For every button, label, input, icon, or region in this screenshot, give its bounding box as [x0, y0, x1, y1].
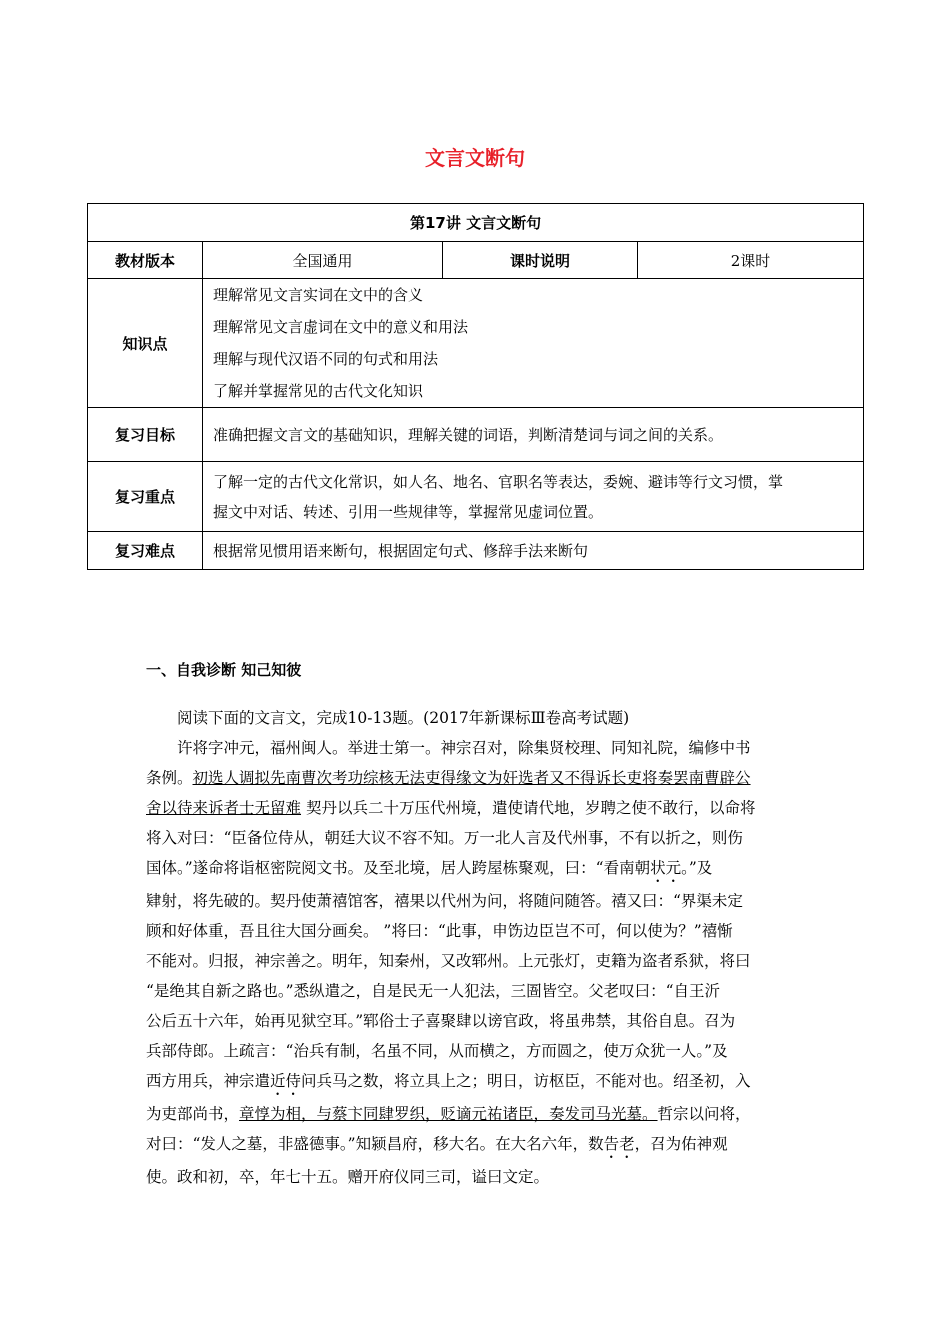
table-header: 第17讲 文言文断句 [88, 204, 864, 242]
punctuation-question: 舍以待来诉者士无留难 [146, 799, 302, 817]
goal-text: 准确把握文言文的基础知识，理解关键的词语，判断清楚词与词之间的关系。 [203, 408, 864, 462]
article-line: 对曰：“发人之墓，非盛德事。”知颍昌府，移大名。在大名六年，数告老，召为佑神观 [146, 1135, 728, 1153]
article-line: 国体。”遂命将诣枢密院阅文书。及至北境，居人跨屋栋聚观，曰：“看南朝状元。”及 [146, 859, 713, 877]
translation-question: 章惇为相，与蔡卞同肆罗织，贬谪元祐诸臣，奏发司马光墓。 [239, 1105, 658, 1123]
marked-word: 近侍 [270, 1072, 302, 1090]
article-line: 条例。初选人调拟先南曹次考功综核无法吏得缘文为奸选者又不得诉长吏将奏罢南曹辟公 [146, 769, 751, 787]
marked-word: 告老 [603, 1135, 635, 1153]
knowledge-item: 理解与现代汉语不同的句式和用法 [213, 350, 439, 368]
article-line: 顾和好体重，吾且往大国分画矣。 ”将曰：“此事，申饬边臣岂不可，何以使为？”禧惭 [146, 922, 733, 940]
article-line: 不能对。归报，神宗善之。明年，知秦州，又改郓州。上元张灯，吏籍为盗者系狱，将曰 [146, 952, 751, 970]
article-line: 将入对曰：“臣备位侍从，朝廷大议不容不知。万一北人言及代州事，不有以折之，则伤 [146, 829, 743, 847]
knowledge-item: 了解并掌握常见的古代文化知识 [213, 382, 424, 400]
focus-line: 了解一定的古代文化常识，如人名、地名、官职名等表达，委婉、避讳等行文习惯，掌 [213, 472, 784, 491]
goal-label: 复习目标 [88, 408, 203, 462]
lesson-info-table [87, 203, 864, 570]
article-line: 西方用兵，神宗遣近侍问兵马之数，将立具上之；明日，访枢臣，不能对也。绍圣初，入 [146, 1072, 751, 1090]
article [146, 703, 806, 1192]
knowledge-cell [203, 279, 864, 408]
knowledge-item: 理解常见文言实词在文中的含义 [213, 286, 424, 304]
article-line: 肄射，将先破的。契丹使萧禧馆客，禧果以代州为问，将随问随答。禧又曰：“界渠未定 [146, 892, 743, 910]
knowledge-item: 理解常见文言虚词在文中的意义和用法 [213, 318, 469, 336]
article-line: 许将字冲元，福州闽人。举进士第一。神宗召对，除集贤校理、同知礼院，编修中书 [177, 739, 751, 757]
hours-label: 课时说明 [443, 242, 638, 279]
edition-value: 全国通用 [203, 242, 443, 279]
focus-line: 握文中对话、转述、引用一些规律等，掌握常见虚词位置。 [213, 502, 604, 521]
article-line: 兵部侍郎。上疏言：“治兵有制，名虽不同，从而横之，方而圆之，使万众犹一人。”及 [146, 1042, 728, 1060]
article-line: 为吏部尚书，章惇为相，与蔡卞同肆罗织，贬谪元祐诸臣，奏发司马光墓。哲宗以问将， [146, 1105, 751, 1123]
article-line: 舍以待来诉者士无留难 契丹以兵二十万压代州境，遣使请代地，岁聘之使不敢行，以命将 [146, 799, 756, 817]
article-line: 公后五十六年，始再见狱空耳。”郓俗士子喜聚肆以谤官政，将虽弗禁，其俗自息。召为 [146, 1012, 736, 1030]
marked-word: 状元 [650, 859, 682, 877]
focus-label: 复习重点 [88, 462, 203, 532]
article-line: “是绝其自新之路也。”悉纵遣之，自是民无一人犯法，三圄皆空。父老叹曰：“自王沂 [146, 982, 721, 1000]
knowledge-label: 知识点 [88, 279, 203, 408]
article-intro: 阅读下面的文言文，完成10-13题。(2017年新课标Ⅲ卷高考试题) [177, 709, 630, 727]
difficulty-text: 根据常见惯用语来断句，根据固定句式、修辞手法来断句 [203, 532, 864, 570]
edition-label: 教材版本 [88, 242, 203, 279]
article-line: 使。政和初，卒，年七十五。赠开府仪同三司，谥曰文定。 [146, 1168, 550, 1186]
section-heading: 一、自我诊断 知己知彼 [146, 661, 302, 679]
page-title: 文言文断句 [425, 146, 525, 170]
punctuation-question: 初选人调拟先南曹次考功综核无法吏得缘文为奸选者又不得诉长吏将奏罢南曹辟公 [192, 769, 751, 787]
difficulty-label: 复习难点 [88, 532, 203, 570]
focus-cell [203, 462, 864, 532]
hours-value: 2课时 [638, 242, 864, 279]
